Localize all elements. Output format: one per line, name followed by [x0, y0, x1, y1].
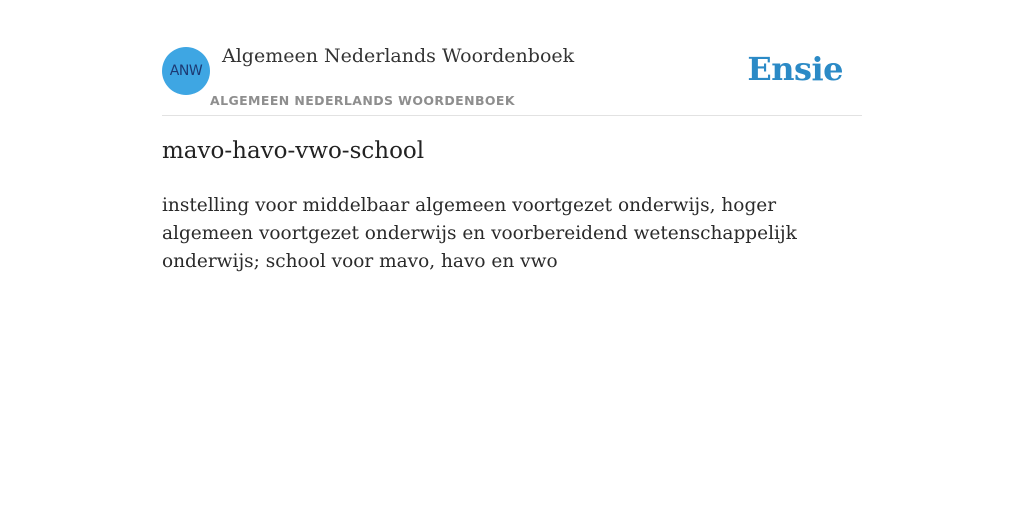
entry-definition: instelling voor middelbaar algemeen voortgezet onderwijs, hoger algemeen voortgezet onderwijs en voorbereidend wetenschappelijk onderwijs; school voor mavo, havo en vwo [162, 195, 797, 272]
entry-headword: mavo-havo-vwo-school [162, 138, 425, 164]
source-subtitle: ALGEMEEN NEDERLANDS WOORDENBOEK [210, 93, 515, 108]
brand-logo[interactable]: Ensie [747, 50, 843, 88]
source-logo[interactable]: ANW [162, 47, 210, 95]
source-title[interactable]: Algemeen Nederlands Woordenboek [222, 45, 575, 67]
source-header [162, 40, 862, 116]
